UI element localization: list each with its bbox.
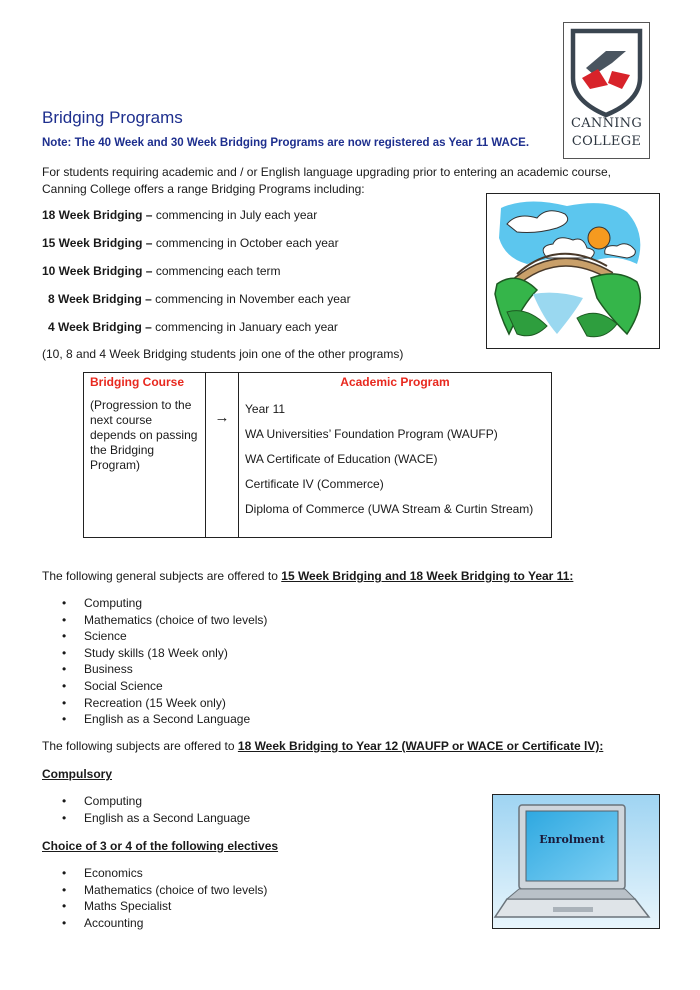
laptop-icon (493, 795, 659, 928)
list-item: • Science (62, 628, 267, 645)
electives-heading: Choice of 3 or 4 of the following electives (42, 839, 279, 853)
program-detail: commencing each term (152, 264, 281, 278)
list-item: • Computing (62, 595, 267, 612)
list-item: • Computing (62, 793, 250, 810)
program-line-4-week (48, 320, 338, 334)
logo-text-canning: CANNING (570, 116, 643, 131)
program-line-18-week (42, 208, 317, 222)
enrolment-screen-label: Enrolment (539, 833, 605, 846)
bridging-course-cell (84, 373, 206, 538)
year12-subjects-target: 18 Week Bridging to Year 12 (WAUFP or WACE or Certificate lV): (237, 739, 604, 753)
bridging-course-description: (Progression to the next course depends on passing the Bridging Program) (90, 398, 198, 472)
academic-item: WA Universities’ Foundation Program (WAUFP) (245, 427, 498, 441)
bridge-illustration (486, 193, 660, 349)
list-item: • English as a Second Language (62, 810, 250, 827)
enrolment-computer-illustration (492, 794, 660, 929)
compulsory-heading: Compulsory (42, 767, 113, 781)
general-subjects-intro: The following general subjects are offered to 15 Week Bridging and 18 Week Bridging to Year 11: (42, 569, 574, 583)
general-subjects-target: 15 Week Bridging and 18 Week Bridging to Year 11: (281, 569, 574, 583)
academic-program-header: Academic Program (340, 375, 450, 389)
list-item: • Recreation (15 Week only) (62, 695, 267, 712)
academic-item: Diploma of Commerce (UWA Stream & Curtin Stream) (245, 502, 534, 516)
shield-emblem-icon (564, 23, 649, 123)
bridging-course-header: Bridging Course (90, 375, 185, 389)
academic-item: Certificate IV (Commerce) (245, 477, 384, 491)
logo-text-college: COLLEGE (571, 134, 642, 149)
list-item: • Mathematics (choice of two levels) (62, 612, 267, 629)
program-name: 8 Week Bridging – (48, 292, 152, 306)
general-subjects-list (62, 595, 267, 728)
join-note: (10, 8 and 4 Week Bridging students join one of the other programs) (42, 347, 404, 361)
bridge-clipart-icon (487, 194, 659, 348)
list-item: • English as a Second Language (62, 711, 267, 728)
program-line-10-week (42, 264, 281, 278)
college-logo (563, 22, 650, 159)
arrow-right-icon: → (214, 409, 230, 426)
list-item: • Economics (62, 865, 267, 882)
program-detail: commencing in July each year (152, 208, 318, 222)
wace-note: Note: The 40 Week and 30 Week Bridging Programs are now registered as Year 11 WACE. (42, 137, 530, 149)
academic-item: WA Certificate of Education (WACE) (245, 452, 438, 466)
arrow-cell (206, 373, 239, 538)
list-item: • Maths Specialist (62, 898, 267, 915)
list-item: • Study skills (18 Week only) (62, 645, 267, 662)
program-name: 15 Week Bridging – (42, 236, 153, 250)
program-line-15-week (42, 236, 339, 250)
year12-subjects-intro: The following subjects are offered to 18 Week Bridging to Year 12 (WAUFP or WACE or Certificate lV): (42, 739, 604, 753)
program-pathway-table (83, 372, 552, 538)
list-item: • Business (62, 661, 267, 678)
program-name: 18 Week Bridging – (42, 208, 153, 222)
list-item: • Accounting (62, 915, 267, 932)
compulsory-list (62, 793, 250, 826)
page-title: Bridging Programs (42, 108, 183, 127)
program-detail: commencing in January each year (151, 320, 338, 334)
academic-item: Year 11 (245, 402, 286, 416)
electives-list (62, 865, 267, 931)
program-line-8-week (48, 292, 351, 306)
list-item: • Social Science (62, 678, 267, 695)
intro-paragraph: For students requiring academic and / or English language upgrading prior to entering an academic course, Canning College offers a range Bridging Programs including: (42, 165, 612, 196)
academic-program-cell (239, 373, 552, 538)
program-detail: commencing in October each year (152, 236, 339, 250)
program-name: 4 Week Bridging – (48, 320, 152, 334)
program-name: 10 Week Bridging – (42, 264, 153, 278)
list-item: • Mathematics (choice of two levels) (62, 882, 267, 899)
program-detail: commencing in November each year (151, 292, 351, 306)
